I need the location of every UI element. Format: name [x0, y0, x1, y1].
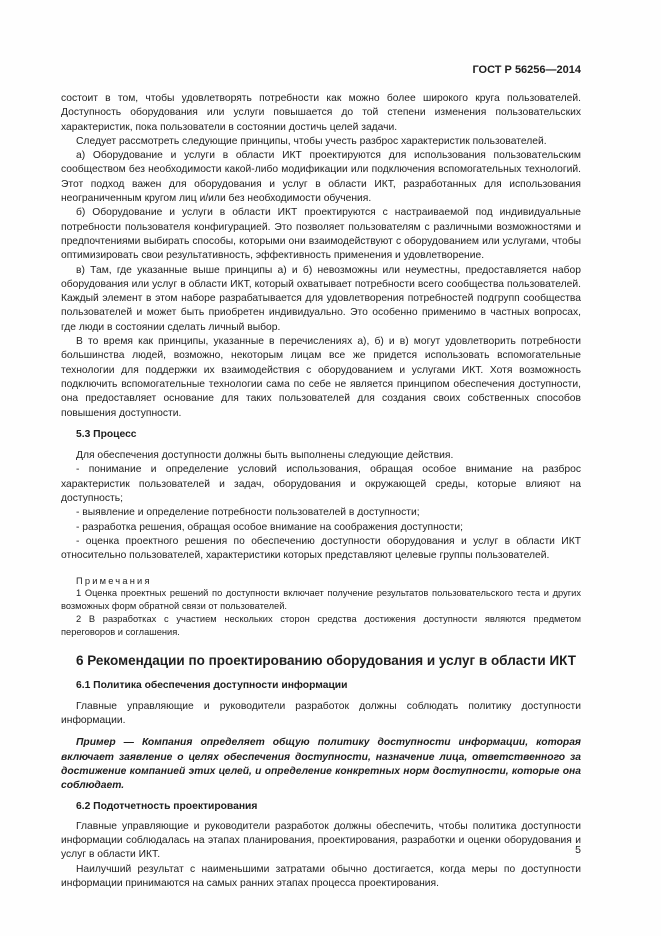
- principle-b: б) Оборудование и услуги в области ИКТ проектируются с настраиваемой под индивидуальные потребности пользователя конфигурацией. Это позволяет пользователям с различными возможностями и предпочтениями выбирать способы, которыми они взаимодействуют с оборудованием или услугами, чтобы оптимизировать свои результативность, эффективность применения и удовлетворение.: [61, 207, 581, 262]
- body-paragraph: Главные управляющие и руководители разработок должны обеспечить, чтобы политика доступности информации соблюдалась на этапах планирования, проектирования, разработки и оценки оборудования и услуг в области ИКТ.: [61, 820, 581, 861]
- section-heading-5-3: 5.3 Процесс: [76, 428, 137, 440]
- body-paragraph: В то время как принципы, указанные в перечислениях а), б) и в) могут удовлетворить потребности большинства людей, возможно, некоторым лицам все же придется использовать вспомогательные технологии для поддержки их взаимодействия с оборудованием и услугами ИКТ. Хотя возможность подключить вспомогательные технологии сама по себе не является принципом обеспечения доступности, она предоставляет основание для таких пользователей для создания своих собственных способов повышения доступности.: [61, 336, 581, 419]
- principle-c: в) Там, где указанные выше принципы а) и б) невозможны или неуместны, предоставляется набор оборудования или услуг в области ИКТ, который охватывает потребности всего сообщества пользователей. Каждый элемент в этом наборе разрабатывается для удовлетворения потребностей подгрупп сообщества пользователей и может быть приобретен индивидуально. Это особенно применимо в частных вопросах, где люди в состоянии сделать личный выбор.: [61, 264, 581, 333]
- page-content: [61, 92, 581, 891]
- principle-a: а) Оборудование и услуги в области ИКТ проектируются для использования пользовательским сообществом без необходимости какой-либо модификации или подключения вспомогательных технологий. Этот подход важен для оборудования и услуг в области ИКТ, разработанных для использования неограниченным кругом лиц и/или без необходимости обучения.: [61, 150, 581, 205]
- standard-header: ГОСТ Р 56256—2014: [472, 64, 581, 76]
- example-paragraph: Пример — Компания определяет общую политику доступности информации, которая включает заявление о целях обеспечения доступности, назначение лица, ответственного за достижение компанией этих целей, и определение конкретных норм доступности, которые она соблюдает.: [61, 737, 581, 792]
- section-heading-6: 6 Рекомендации по проектированию оборудования и услуг в области ИКТ: [76, 653, 576, 669]
- section-heading-6-2: 6.2 Подотчетность проектирования: [76, 800, 258, 812]
- list-item: - оценка проектного решения по обеспечению доступности оборудования и услуг в области ИКТ относительно пользователей, характеристики которых представляют целевые группы пользователей.: [61, 535, 581, 562]
- notes-title: Примечания: [76, 575, 152, 586]
- list-item: - понимание и определение условий использования, обращая особое внимание на разброс характеристик пользователей и задач, оборудования и окружающей среды, которые влияют на доступность;: [61, 464, 581, 505]
- page-number: 5: [575, 844, 581, 856]
- note-item: 2 В разработках с участием нескольких сторон средства достижения доступности являются предметом переговоров и соглашения.: [61, 613, 581, 637]
- body-paragraph: Наилучший результат с наименьшими затратами обычно достигается, когда меры по доступности информации принимаются на самых ранних этапах процесса проектирования.: [61, 863, 581, 890]
- body-paragraph: Следует рассмотреть следующие принципы, чтобы учесть разброс характеристик пользователей.: [76, 135, 547, 147]
- body-paragraph: состоит в том, чтобы удовлетворять потребности как можно более широкого круга пользователей. Доступность оборудования или услуги повышается до той степени изменения пользовательских характеристик, пока пользователи в состоянии достичь целей задачи.: [61, 93, 581, 133]
- list-item: - выявление и определение потребности пользователей в доступности;: [76, 507, 420, 519]
- process-intro: Для обеспечения доступности должны быть выполнены следующие действия.: [76, 450, 454, 462]
- notes-block: [61, 575, 581, 639]
- section-heading-6-1: 6.1 Политика обеспечения доступности информации: [76, 680, 348, 692]
- note-item: 1 Оценка проектных решений по доступности включает получение результатов пользовательского теста и других возможных форм обратной связи от пользователей.: [61, 588, 581, 612]
- list-item: - разработка решения, обращая особое внимание на соображения доступности;: [76, 521, 463, 533]
- body-paragraph: Главные управляющие и руководители разработок должны соблюдать политику доступности информации.: [61, 700, 581, 727]
